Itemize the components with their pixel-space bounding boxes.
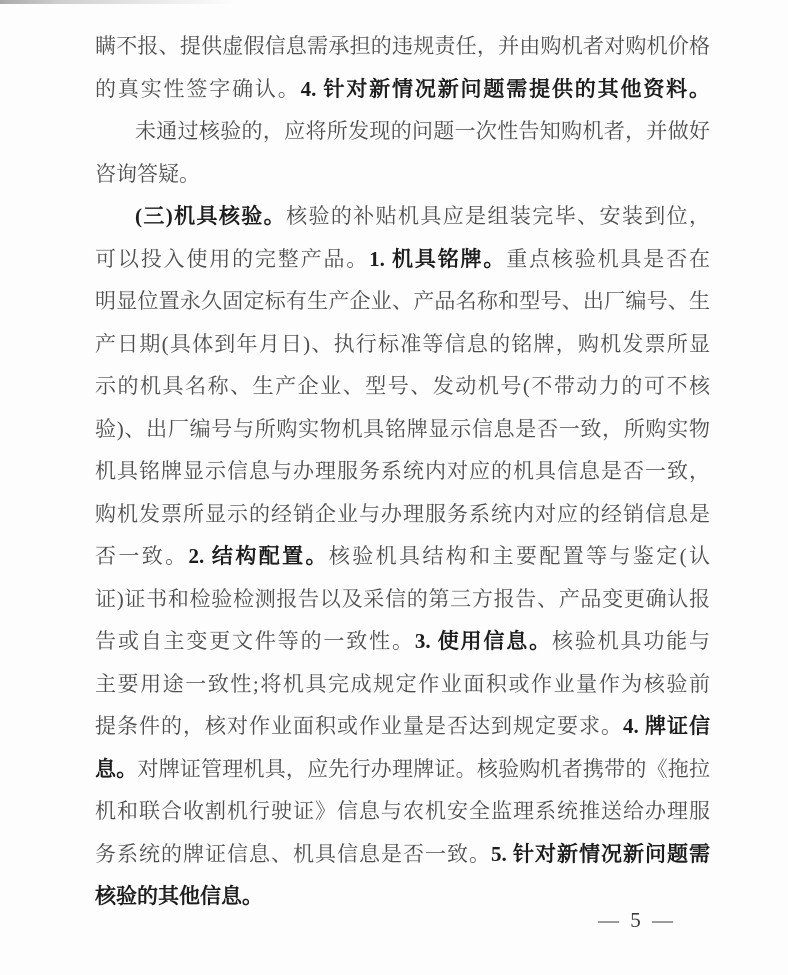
bold-text-segment: 1. 机具铭牌。 (369, 246, 507, 271)
text-line (95, 323, 710, 366)
text-line (95, 238, 710, 281)
text-segment: 机具铭牌显示信息与办理服务系统内对应的机具信息是否一致， (95, 459, 710, 483)
text-segment: 否一致。 (95, 544, 189, 568)
text-line (95, 663, 710, 706)
text-line (95, 110, 710, 153)
bold-text-segment: 息。 (95, 756, 138, 781)
text-line (95, 790, 710, 833)
text-segment: 核验机具结构和主要配置等与鉴定(认 (328, 544, 710, 568)
text-segment: 瞒不报、提供虚假信息需承担的违规责任，并由购机者对购机价格 (95, 34, 710, 58)
text-segment: 未通过核验的，应将所发现的问题一次性告知购机者，并做好 (135, 119, 710, 143)
text-segment: 证)证书和检验检测报告以及采信的第三方报告、产品变更确认报 (95, 586, 710, 611)
text-segment: 机和联合收割机行驶证》信息与农机安全监理系统推送给办理服 (95, 799, 710, 823)
bold-text-segment: 4. 针对新情况新问题需提供的其他资料。 (300, 76, 710, 101)
text-segment: 可以投入使用的完整产品。 (95, 246, 370, 271)
text-segment: 主要用途一致性;将机具完成规定作业面积或作业量作为核验前 (95, 671, 710, 696)
text-segment: 核验的补贴机具应是组装完毕、安装到位， (286, 204, 710, 228)
text-line (95, 153, 710, 196)
scan-artifact-top-left (0, 0, 235, 4)
text-line (95, 195, 710, 238)
text-line (95, 365, 710, 408)
text-segment: 核验机具功能与 (551, 629, 710, 653)
text-segment: 购机发票所显示的经销企业与办理服务系统内对应的经销信息是 (95, 501, 710, 526)
text-segment: 的真实性签字确认。 (95, 76, 301, 101)
page-footer (0, 908, 676, 933)
text-segment: 产日期(具体到年月日)、执行标准等信息的铭牌，购机发票所显 (95, 331, 710, 356)
text-line (95, 833, 710, 876)
bold-text-segment: 4. 牌证信 (623, 714, 710, 738)
page-number: — 5 — (598, 908, 676, 932)
text-line (95, 578, 710, 621)
text-line (95, 450, 710, 493)
text-line (95, 408, 710, 451)
text-segment: 示的机具名称、生产企业、型号、发动机号(不带动力的可不核 (95, 374, 710, 398)
text-line (95, 705, 710, 748)
bold-text-segment: 3. 使用信息。 (414, 629, 552, 653)
text-line (95, 493, 710, 536)
text-line (95, 748, 710, 791)
text-line (95, 25, 710, 68)
text-segment: 告或自主变更文件等的一致性。 (95, 629, 415, 653)
text-line (95, 280, 710, 323)
text-segment: 重点核验机具是否在 (506, 246, 710, 271)
bold-text-segment: (三)机具核验。 (135, 204, 287, 228)
text-line (95, 620, 710, 663)
text-segment: 务系统的牌证信息、机具信息是否一致。 (95, 841, 491, 866)
text-segment: 提条件的，核对作业面积或作业量是否达到规定要求。 (95, 714, 623, 738)
text-segment: 咨询答疑。 (95, 161, 200, 186)
text-line (95, 68, 710, 111)
document-body (95, 25, 710, 918)
text-segment: 对牌证管理机具，应先行办理牌证。核验购机者携带的《拖拉 (137, 756, 710, 781)
bold-text-segment: 5. 针对新情况新问题需 (491, 841, 710, 866)
bold-text-segment: 核验的其他信息。 (95, 884, 263, 908)
text-segment: 验)、出厂编号与所购实物机具铭牌显示信息是否一致，所购实物 (95, 416, 710, 441)
text-line (95, 535, 710, 578)
text-segment: 明显位置永久固定标有生产企业、产品名称和型号、出厂编号、生 (95, 289, 710, 313)
bold-text-segment: 2. 结构配置。 (188, 544, 329, 568)
